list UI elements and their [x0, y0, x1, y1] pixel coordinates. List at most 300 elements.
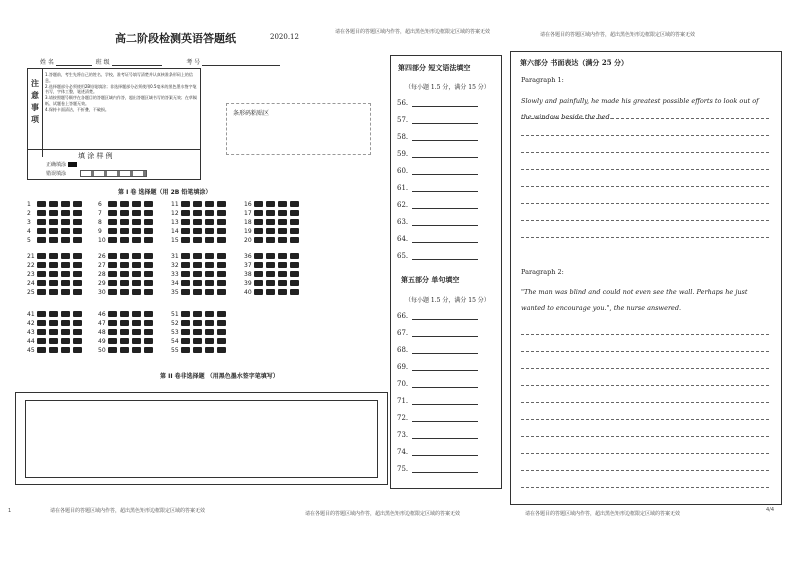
mc-question-row [244, 288, 302, 296]
answer-bubble[interactable] [205, 311, 214, 317]
answer-bubble[interactable] [120, 271, 129, 277]
answer-bubble[interactable] [73, 280, 82, 286]
answer-bubble[interactable] [132, 210, 141, 216]
answer-bubble[interactable] [205, 280, 214, 286]
answer-bubble[interactable] [193, 280, 202, 286]
answer-number: 57. [397, 116, 409, 124]
answer-bubble[interactable] [61, 219, 70, 225]
answer-bubble[interactable] [49, 253, 58, 259]
answer-bubble[interactable] [73, 271, 82, 277]
answer-bubble[interactable] [217, 329, 226, 335]
answer-bubble[interactable] [181, 201, 190, 207]
answer-bubble[interactable] [278, 210, 287, 216]
answer-bubble[interactable] [108, 329, 117, 335]
answer-bubble[interactable] [266, 237, 275, 243]
answer-bubble[interactable] [61, 289, 70, 295]
answer-bubble[interactable] [49, 311, 58, 317]
answer-bubble[interactable] [73, 289, 82, 295]
question-number: 21 [27, 252, 35, 260]
answer-bubble[interactable] [108, 237, 117, 243]
answer-blank[interactable] [412, 330, 478, 337]
answer-bubble[interactable] [108, 338, 117, 344]
answer-bubble[interactable] [108, 228, 117, 234]
answer-bubble[interactable] [266, 210, 275, 216]
answer-bubble[interactable] [73, 201, 82, 207]
answer-bubble[interactable] [217, 347, 226, 353]
answer-bubble[interactable] [61, 210, 70, 216]
answer-bubble[interactable] [144, 338, 153, 344]
answer-line[interactable] [397, 465, 478, 473]
answer-bubble[interactable] [144, 311, 153, 317]
answer-bubble[interactable] [144, 237, 153, 243]
answer-bubble[interactable] [217, 289, 226, 295]
answer-bubble[interactable] [120, 201, 129, 207]
answer-bubble[interactable] [254, 289, 263, 295]
answer-blank[interactable] [412, 398, 478, 405]
writing-line[interactable] [521, 152, 769, 153]
answer-blank[interactable] [412, 432, 478, 439]
answer-bubble[interactable] [132, 311, 141, 317]
answer-blank[interactable] [412, 219, 478, 226]
answer-bubble[interactable] [61, 237, 70, 243]
answer-bubble[interactable] [73, 320, 82, 326]
answer-bubble[interactable] [108, 219, 117, 225]
answer-bubble[interactable] [61, 320, 70, 326]
answer-bubble[interactable] [73, 210, 82, 216]
answer-bubble[interactable] [73, 311, 82, 317]
answer-bubble[interactable] [108, 253, 117, 259]
answer-bubble[interactable] [132, 219, 141, 225]
answer-bubble[interactable] [120, 311, 129, 317]
answer-bubble[interactable] [61, 201, 70, 207]
answer-bubble[interactable] [108, 271, 117, 277]
answer-bubble[interactable] [205, 228, 214, 234]
answer-bubble[interactable] [254, 253, 263, 259]
answer-bubble[interactable] [120, 338, 129, 344]
answer-bubble[interactable] [132, 289, 141, 295]
answer-blank[interactable] [412, 347, 478, 354]
answer-bubble[interactable] [290, 219, 299, 225]
answer-bubble[interactable] [73, 338, 82, 344]
answer-bubble[interactable] [144, 320, 153, 326]
answer-bubble[interactable] [73, 219, 82, 225]
answer-bubble[interactable] [205, 210, 214, 216]
writing-line[interactable] [521, 385, 769, 386]
answer-bubble[interactable] [181, 262, 190, 268]
answer-blank[interactable] [412, 236, 478, 243]
answer-bubble[interactable] [144, 271, 153, 277]
answer-bubble[interactable] [37, 253, 46, 259]
answer-bubble[interactable] [37, 201, 46, 207]
answer-bubble[interactable] [205, 329, 214, 335]
mc-question-row [171, 328, 229, 336]
question-number: 22 [27, 261, 35, 269]
answer-bubble[interactable] [144, 329, 153, 335]
answer-bubble[interactable] [181, 253, 190, 259]
answer-bubble[interactable] [49, 271, 58, 277]
answer-bubble[interactable] [181, 311, 190, 317]
answer-bubble[interactable] [108, 201, 117, 207]
answer-bubble[interactable] [217, 271, 226, 277]
answer-bubble[interactable] [181, 320, 190, 326]
answer-line[interactable] [397, 116, 478, 124]
answer-bubble[interactable] [49, 262, 58, 268]
answer-bubble[interactable] [144, 201, 153, 207]
answer-bubble[interactable] [120, 329, 129, 335]
answer-bubble[interactable] [61, 338, 70, 344]
answer-bubble[interactable] [254, 219, 263, 225]
answer-bubble[interactable] [266, 280, 275, 286]
answer-bubble[interactable] [49, 289, 58, 295]
answer-bubble[interactable] [132, 329, 141, 335]
answer-bubble[interactable] [108, 347, 117, 353]
answer-blank[interactable] [412, 449, 478, 456]
answer-bubble[interactable] [217, 338, 226, 344]
answer-bubble[interactable] [205, 320, 214, 326]
answer-bubble[interactable] [37, 311, 46, 317]
writing-line[interactable] [521, 368, 769, 369]
answer-bubble[interactable] [132, 338, 141, 344]
answer-bubble[interactable] [193, 237, 202, 243]
answer-blank[interactable] [412, 185, 478, 192]
answer-blank[interactable] [412, 151, 478, 158]
answer-bubble[interactable] [254, 210, 263, 216]
answer-bubble[interactable] [144, 262, 153, 268]
answer-bubble[interactable] [37, 338, 46, 344]
answer-line[interactable] [397, 218, 478, 226]
answer-bubble[interactable] [205, 201, 214, 207]
answer-bubble[interactable] [193, 201, 202, 207]
answer-bubble[interactable] [278, 262, 287, 268]
answer-bubble[interactable] [61, 271, 70, 277]
question-number: 40 [244, 288, 252, 296]
mc-question-row [98, 209, 156, 217]
answer-bubble[interactable] [120, 262, 129, 268]
answer-bubble[interactable] [132, 262, 141, 268]
answer-bubble[interactable] [254, 228, 263, 234]
answer-bubble[interactable] [61, 311, 70, 317]
answer-bubble[interactable] [193, 228, 202, 234]
answer-bubble[interactable] [37, 289, 46, 295]
answer-bubble[interactable] [181, 329, 190, 335]
writing-line[interactable] [521, 203, 769, 204]
answer-bubble[interactable] [193, 347, 202, 353]
answer-line[interactable] [397, 252, 478, 260]
answer-bubble[interactable] [266, 253, 275, 259]
writing-line[interactable] [521, 470, 769, 471]
answer-bubble[interactable] [278, 253, 287, 259]
answer-line[interactable] [397, 201, 478, 209]
answer-bubble[interactable] [37, 262, 46, 268]
writing-line[interactable] [521, 453, 769, 454]
question-number: 41 [27, 310, 35, 318]
answer-bubble[interactable] [278, 289, 287, 295]
answer-number: 56. [397, 99, 409, 107]
answer-bubble[interactable] [290, 201, 299, 207]
answer-bubble[interactable] [290, 253, 299, 259]
mc-question-row [27, 270, 85, 278]
answer-bubble[interactable] [132, 347, 141, 353]
answer-bubble[interactable] [181, 210, 190, 216]
answer-bubble[interactable] [49, 347, 58, 353]
answer-bubble[interactable] [181, 280, 190, 286]
answer-blank[interactable] [412, 117, 478, 124]
question-number: 39 [244, 279, 252, 287]
answer-bubble[interactable] [254, 237, 263, 243]
writing-line[interactable] [521, 220, 769, 221]
answer-bubble[interactable] [61, 262, 70, 268]
answer-bubble[interactable] [73, 347, 82, 353]
answer-bubble[interactable] [205, 219, 214, 225]
answer-number: 66. [397, 312, 409, 320]
answer-bubble[interactable] [278, 201, 287, 207]
answer-bubble[interactable] [108, 280, 117, 286]
answer-bubble[interactable] [254, 280, 263, 286]
question-number: 14 [171, 227, 179, 235]
answer-bubble[interactable] [37, 329, 46, 335]
notice-item: 4.保持卡面清洁，不折叠，不破损。 [45, 106, 109, 112]
answer-bubble[interactable] [193, 338, 202, 344]
answer-bubble[interactable] [181, 237, 190, 243]
answer-bubble[interactable] [278, 228, 287, 234]
answer-bubble[interactable] [254, 201, 263, 207]
answer-bubble[interactable] [205, 262, 214, 268]
answer-line[interactable] [397, 150, 478, 158]
answer-bubble[interactable] [120, 219, 129, 225]
answer-bubble[interactable] [132, 237, 141, 243]
answer-bubble[interactable] [181, 228, 190, 234]
answer-bubble[interactable] [37, 219, 46, 225]
writing-line[interactable] [521, 334, 769, 335]
answer-bubble[interactable] [37, 347, 46, 353]
answer-bubble[interactable] [278, 237, 287, 243]
answer-line[interactable] [397, 380, 478, 388]
answer-bubble[interactable] [193, 329, 202, 335]
answer-bubble[interactable] [217, 253, 226, 259]
answer-bubble[interactable] [61, 253, 70, 259]
answer-bubble[interactable] [290, 237, 299, 243]
writing-line[interactable] [521, 118, 769, 119]
answer-bubble[interactable] [266, 201, 275, 207]
answer-number: 72. [397, 414, 409, 422]
answer-bubble[interactable] [217, 228, 226, 234]
answer-bubble[interactable] [120, 237, 129, 243]
answer-bubble[interactable] [217, 311, 226, 317]
answer-bubble[interactable] [217, 210, 226, 216]
answer-blank[interactable] [412, 381, 478, 388]
answer-bubble[interactable] [120, 289, 129, 295]
answer-bubble[interactable] [290, 228, 299, 234]
answer-bubble[interactable] [108, 289, 117, 295]
answer-bubble[interactable] [108, 210, 117, 216]
answer-bubble[interactable] [278, 280, 287, 286]
answer-bubble[interactable] [144, 253, 153, 259]
answer-bubble[interactable] [205, 347, 214, 353]
answer-bubble[interactable] [132, 228, 141, 234]
answer-bubble[interactable] [193, 311, 202, 317]
answer-line[interactable] [397, 431, 478, 439]
answer-blank[interactable] [412, 134, 478, 141]
answer-bubble[interactable] [144, 289, 153, 295]
answer-bubble[interactable] [193, 253, 202, 259]
answer-bubble[interactable] [49, 280, 58, 286]
answer-bubble[interactable] [49, 219, 58, 225]
answer-line[interactable] [397, 235, 478, 243]
answer-bubble[interactable] [144, 210, 153, 216]
answer-bubble[interactable] [120, 228, 129, 234]
answer-line[interactable] [397, 397, 478, 405]
answer-line[interactable] [397, 448, 478, 456]
answer-bubble[interactable] [132, 253, 141, 259]
answer-line[interactable] [397, 414, 478, 422]
answer-bubble[interactable] [254, 271, 263, 277]
question-number: 49 [98, 337, 106, 345]
answer-bubble[interactable] [290, 210, 299, 216]
answer-bubble[interactable] [73, 237, 82, 243]
written-answer-area[interactable] [25, 400, 378, 478]
answer-bubble[interactable] [217, 237, 226, 243]
answer-bubble[interactable] [205, 237, 214, 243]
answer-bubble[interactable] [278, 219, 287, 225]
name-label: 姓 名 [40, 59, 54, 66]
answer-bubble[interactable] [49, 338, 58, 344]
writing-line[interactable] [521, 487, 769, 488]
answer-bubble[interactable] [217, 320, 226, 326]
answer-bubble[interactable] [73, 228, 82, 234]
answer-line[interactable] [397, 363, 478, 371]
answer-bubble[interactable] [49, 329, 58, 335]
answer-bubble[interactable] [144, 280, 153, 286]
answer-blank[interactable] [412, 364, 478, 371]
answer-bubble[interactable] [61, 347, 70, 353]
answer-bubble[interactable] [205, 338, 214, 344]
answer-bubble[interactable] [108, 311, 117, 317]
answer-bubble[interactable] [217, 201, 226, 207]
answer-line[interactable] [397, 133, 478, 141]
answer-bubble[interactable] [132, 201, 141, 207]
answer-bubble[interactable] [193, 271, 202, 277]
answer-bubble[interactable] [37, 271, 46, 277]
answer-bubble[interactable] [181, 289, 190, 295]
answer-bubble[interactable] [120, 347, 129, 353]
answer-bubble[interactable] [37, 237, 46, 243]
answer-bubble[interactable] [205, 271, 214, 277]
answer-line[interactable] [397, 167, 478, 175]
answer-blank[interactable] [412, 168, 478, 175]
answer-bubble[interactable] [266, 262, 275, 268]
answer-bubble[interactable] [108, 320, 117, 326]
answer-bubble[interactable] [290, 271, 299, 277]
answer-bubble[interactable] [217, 219, 226, 225]
answer-bubble[interactable] [49, 201, 58, 207]
writing-line[interactable] [521, 135, 769, 136]
mc-question-row [171, 261, 229, 269]
answer-bubble[interactable] [49, 210, 58, 216]
answer-bubble[interactable] [120, 210, 129, 216]
answer-bubble[interactable] [193, 210, 202, 216]
answer-bubble[interactable] [254, 262, 263, 268]
answer-bubble[interactable] [193, 289, 202, 295]
answer-bubble[interactable] [132, 271, 141, 277]
answer-bubble[interactable] [73, 329, 82, 335]
answer-bubble[interactable] [181, 338, 190, 344]
answer-bubble[interactable] [120, 280, 129, 286]
answer-blank[interactable] [412, 253, 478, 260]
writing-line[interactable] [521, 419, 769, 420]
answer-bubble[interactable] [132, 280, 141, 286]
answer-bubble[interactable] [290, 289, 299, 295]
answer-bubble[interactable] [108, 262, 117, 268]
answer-bubble[interactable] [73, 253, 82, 259]
answer-number: 60. [397, 167, 409, 175]
answer-blank[interactable] [412, 313, 478, 320]
answer-bubble[interactable] [181, 347, 190, 353]
writing-line[interactable] [521, 169, 769, 170]
answer-bubble[interactable] [278, 271, 287, 277]
answer-bubble[interactable] [61, 329, 70, 335]
answer-bubble[interactable] [49, 228, 58, 234]
answer-bubble[interactable] [290, 262, 299, 268]
answer-bubble[interactable] [266, 219, 275, 225]
answer-bubble[interactable] [266, 289, 275, 295]
answer-line[interactable] [397, 184, 478, 192]
answer-bubble[interactable] [37, 210, 46, 216]
answer-bubble[interactable] [193, 219, 202, 225]
answer-bubble[interactable] [49, 237, 58, 243]
writing-line[interactable] [521, 237, 769, 238]
writing-line[interactable] [521, 402, 769, 403]
answer-bubble[interactable] [61, 228, 70, 234]
question-number: 25 [27, 288, 35, 296]
answer-bubble[interactable] [120, 320, 129, 326]
answer-line[interactable] [397, 312, 478, 320]
answer-bubble[interactable] [37, 280, 46, 286]
answer-bubble[interactable] [193, 262, 202, 268]
answer-bubble[interactable] [49, 320, 58, 326]
answer-bubble[interactable] [217, 262, 226, 268]
answer-bubble[interactable] [37, 320, 46, 326]
writing-line[interactable] [521, 186, 769, 187]
answer-blank[interactable] [412, 415, 478, 422]
answer-bubble[interactable] [266, 228, 275, 234]
answer-bubble[interactable] [205, 289, 214, 295]
answer-bubble[interactable] [290, 280, 299, 286]
answer-bubble[interactable] [132, 320, 141, 326]
answer-blank[interactable] [412, 466, 478, 473]
mc-question-row [244, 200, 302, 208]
writing-line[interactable] [521, 351, 769, 352]
answer-bubble[interactable] [61, 280, 70, 286]
answer-line[interactable] [397, 346, 478, 354]
answer-blank[interactable] [412, 100, 478, 107]
answer-line[interactable] [397, 329, 478, 337]
answer-bubble[interactable] [205, 253, 214, 259]
answer-bubble[interactable] [181, 271, 190, 277]
answer-line[interactable] [397, 99, 478, 107]
answer-bubble[interactable] [193, 320, 202, 326]
answer-bubble[interactable] [144, 219, 153, 225]
answer-bubble[interactable] [120, 253, 129, 259]
answer-bubble[interactable] [144, 228, 153, 234]
writing-line[interactable] [521, 436, 769, 437]
answer-bubble[interactable] [144, 347, 153, 353]
answer-bubble[interactable] [266, 271, 275, 277]
answer-bubble[interactable] [37, 228, 46, 234]
answer-bubble[interactable] [217, 280, 226, 286]
answer-blank[interactable] [412, 202, 478, 209]
answer-bubble[interactable] [73, 262, 82, 268]
answer-bubble[interactable] [181, 219, 190, 225]
